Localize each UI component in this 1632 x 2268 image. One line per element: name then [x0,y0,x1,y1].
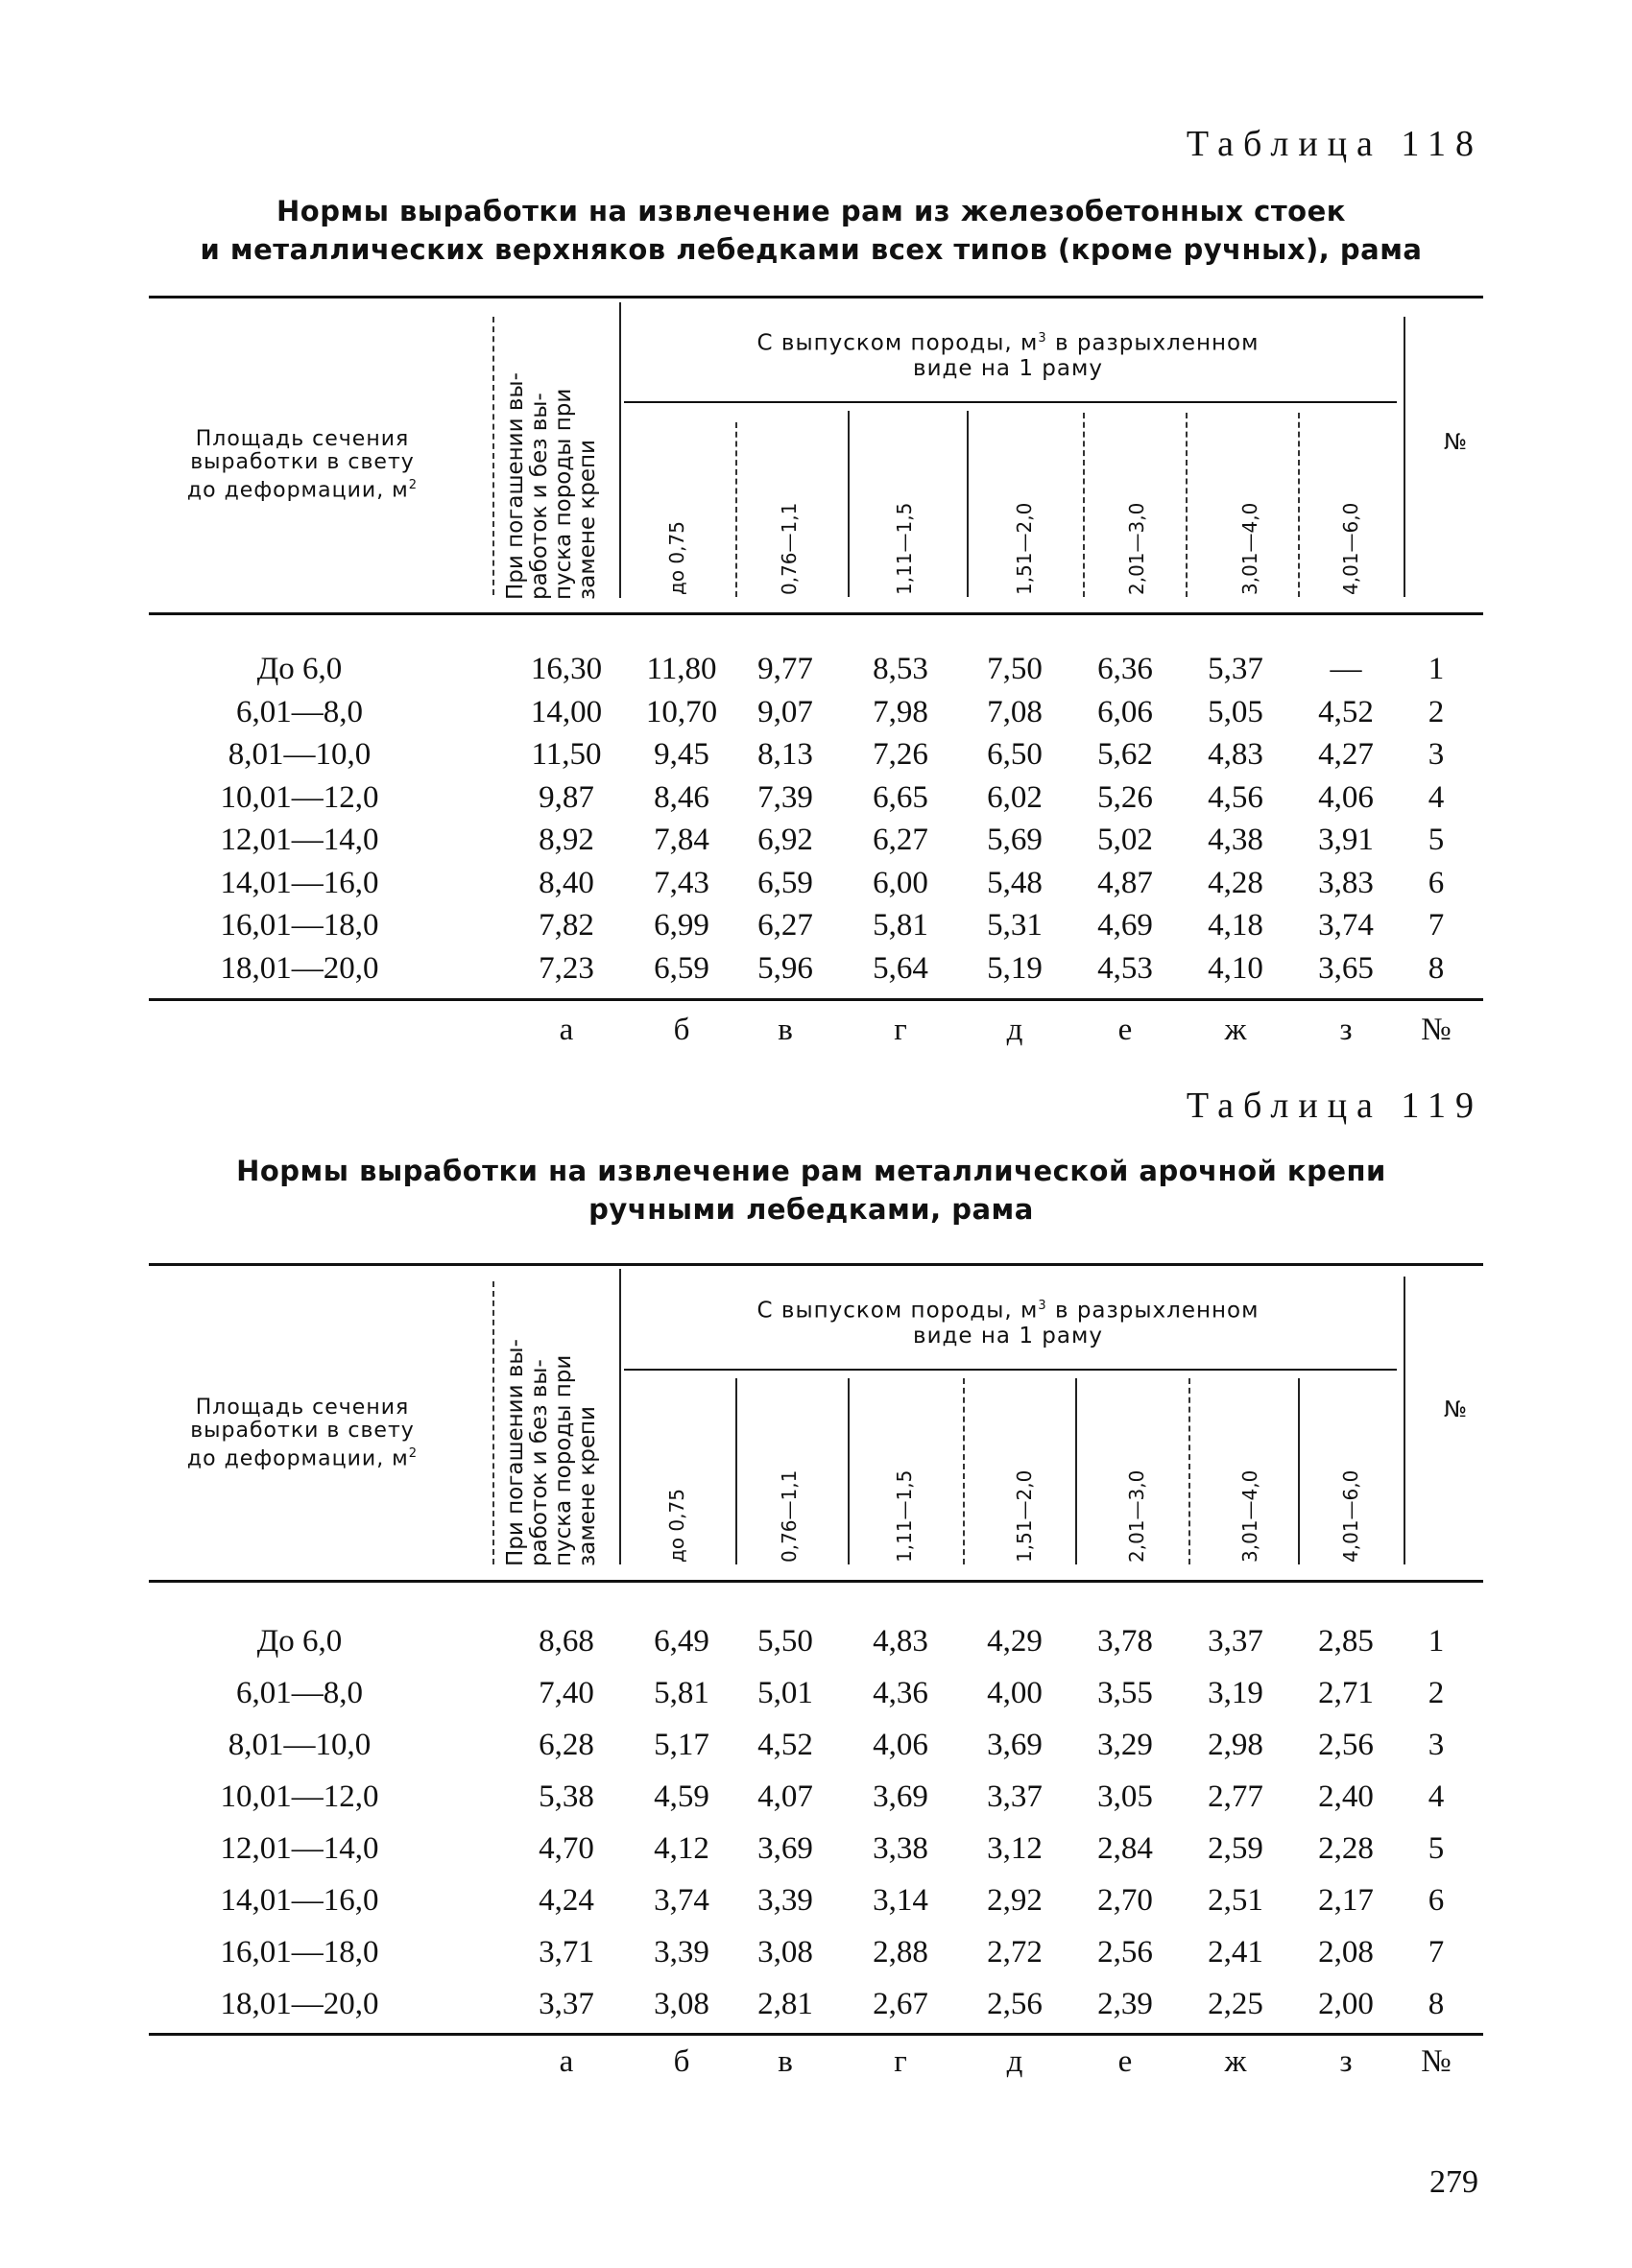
subheader-cell: 3,01—4,0 [1238,502,1261,595]
area-cell: 8,01—10,0 [228,1728,372,1762]
area-cell: 16,01—18,0 [220,1935,379,1970]
value-cell: 7,84 [654,823,709,857]
value-cell: 11,80 [646,652,717,686]
area-cell: 18,01—20,0 [220,950,379,986]
subheader-cell: 0,76—1,1 [778,502,801,595]
value-cell: 10,70 [645,694,718,729]
subheader-cell: 1,11—1,5 [893,502,916,595]
column-letter-cell: з [1339,2044,1353,2079]
table-top-rule [149,296,1483,298]
subheader-cell: 2,01—3,0 [1125,502,1148,595]
value-cell: 3,65 [1318,950,1374,986]
value-cell: 4,38 [1208,823,1263,857]
value-cell: 3,74 [1318,908,1374,943]
subheader-cell: до 0,75 [665,1489,688,1563]
value-cell: 4,52 [757,1728,813,1762]
subheader-cell: 2,01—3,0 [1125,1469,1148,1563]
value-cell: 4,69 [1097,908,1153,943]
value-cell: 6,65 [873,779,928,815]
value-cell: 4,83 [1208,737,1263,772]
value-cell: 4,06 [1318,779,1374,815]
value-cell: 2,70 [1097,1883,1153,1918]
value-cell: 2,81 [757,1987,813,2021]
value-cell: 2,17 [1318,1883,1374,1918]
column-letter-cell: е [1117,1013,1133,1047]
value-cell: 7,82 [539,908,594,943]
column-divider [1298,413,1300,597]
value-cell: 5,81 [654,1676,709,1710]
value-cell: 8,40 [539,865,594,900]
column-divider [1298,1378,1300,1564]
area-cell: До 6,0 [256,652,343,686]
value-cell: 6,36 [1097,652,1153,686]
column-letter-cell: ж [1224,2044,1247,2079]
row-number-cell: 8 [1428,950,1445,986]
value-cell: 8,92 [539,823,594,857]
value-cell: 4,70 [539,1831,594,1866]
subheader-cell: 0,76—1,1 [778,1469,801,1563]
span-header-rule [624,1369,1397,1371]
area-cell: 14,01—16,0 [220,1883,379,1918]
value-cell: 7,40 [539,1676,594,1710]
value-cell: 3,91 [1318,823,1374,857]
value-cell: 6,02 [987,779,1043,815]
area-cell: 8,01—10,0 [228,737,372,772]
value-cell: 2,56 [1318,1728,1374,1762]
value-cell: 4,53 [1097,950,1153,986]
value-cell: 3,74 [654,1883,709,1918]
value-cell: 5,62 [1097,737,1153,772]
value-cell: 4,83 [873,1624,928,1659]
column-letter-cell: б [673,1013,690,1047]
column-letter-cell: ж [1224,1013,1247,1047]
row-number-cell: 3 [1428,737,1445,772]
column-divider [619,1269,621,1564]
table-top-rule [149,1263,1483,1266]
value-cell: 4,10 [1208,950,1263,986]
column-divider [492,317,494,595]
column-letter-cell: г [894,2044,907,2079]
subheader-cell: 1,11—1,5 [893,1469,916,1563]
value-cell: 9,45 [654,737,709,772]
value-cell: 4,52 [1318,694,1374,729]
value-cell: 4,12 [654,1831,709,1866]
column-divider [848,411,850,597]
column-letter-cell: а [559,1013,574,1047]
row-number-cell: 4 [1428,1779,1445,1814]
value-cell: 2,51 [1208,1883,1263,1918]
area-column-header: Площадь сечения выработки в свету до деформации, $м^2$ [186,427,419,503]
value-cell: 2,28 [1318,1831,1374,1866]
column-letter-cell: д [1006,1013,1023,1047]
table-label: Таблица 119 [1186,1086,1483,1126]
column-divider [1083,413,1085,597]
row-number-cell: 3 [1428,1728,1445,1762]
column-divider [963,1378,965,1564]
column-divider [1186,413,1188,597]
value-cell: 3,38 [873,1831,928,1866]
value-cell: 14,00 [530,694,603,729]
value-cell: 3,78 [1097,1624,1153,1659]
value-cell: 4,29 [987,1624,1043,1659]
column-letter-cell: е [1117,2044,1133,2079]
value-cell: 5,38 [539,1779,594,1814]
value-cell: 7,43 [654,865,709,900]
value-cell: 2,39 [1097,1987,1153,2021]
value-cell: 3,14 [873,1883,928,1918]
value-cell: 2,77 [1208,1779,1263,1814]
table-caption: Нормы выработки на извлечение рам из железобетонных стоек и металлических верхняков лебедками всех типов (кроме ручных), рама [200,195,1423,266]
value-cell: 2,98 [1208,1728,1263,1762]
value-cell: 7,08 [987,694,1043,729]
row-number-cell: 2 [1428,1676,1445,1710]
column-letter-cell: д [1006,2044,1023,2079]
value-cell: 6,59 [654,950,709,986]
column-divider [735,422,737,597]
row-number-cell: 6 [1428,865,1445,900]
header-bottom-rule [149,612,1483,615]
value-cell: 3,37 [539,1987,594,2021]
column-divider [492,1281,494,1564]
value-cell: 3,39 [654,1935,709,1970]
value-cell: 6,99 [654,908,709,943]
value-cell: 2,72 [987,1935,1043,1970]
value-cell: 6,49 [654,1624,709,1659]
header-bottom-rule [149,1580,1483,1583]
value-cell: 8,13 [757,737,813,772]
row-number-cell: 8 [1428,1987,1445,2021]
value-cell: 4,27 [1318,737,1374,772]
area-column-header: Площадь сечения выработки в свету до деформации, $м^2$ [186,1396,419,1471]
value-cell: 4,18 [1208,908,1263,943]
value-cell: 2,84 [1097,1831,1153,1866]
value-cell: 2,67 [873,1987,928,2021]
value-cell: 7,26 [873,737,928,772]
area-cell: 16,01—18,0 [220,908,379,943]
column-letter-cell: а [559,2044,574,2079]
value-cell: 5,37 [1208,652,1263,686]
value-cell: 8,53 [873,652,928,686]
area-cell: 10,01—12,0 [220,779,379,815]
column-divider [967,411,969,597]
column-letter-cell: в [778,2044,793,2079]
value-cell: 3,83 [1318,865,1374,900]
value-cell: 5,96 [757,950,813,986]
value-cell: 11,50 [531,737,602,772]
row-number-cell: 1 [1428,652,1445,686]
column-divider [1404,317,1405,597]
value-cell: 6,59 [757,865,813,900]
area-cell: 14,01—16,0 [220,865,379,900]
first-value-column-header: При погашении вы- работок и без вы- пуска породы при замене крепи [503,1339,600,1566]
value-cell: 2,40 [1318,1779,1374,1814]
value-cell: 2,08 [1318,1935,1374,1970]
value-cell: 4,87 [1097,865,1153,900]
subheader-cell: 3,01—4,0 [1238,1469,1261,1563]
value-cell: 3,69 [987,1728,1043,1762]
value-cell: 6,06 [1097,694,1153,729]
value-cell: 6,92 [757,823,813,857]
value-cell: 3,08 [757,1935,813,1970]
value-cell: 7,98 [873,694,928,729]
value-cell: 2,71 [1318,1676,1374,1710]
value-cell: 2,88 [873,1935,928,1970]
value-cell: 4,24 [539,1883,594,1918]
value-cell: 2,56 [1097,1935,1153,1970]
value-cell: 5,48 [987,865,1043,900]
column-letter-cell: г [894,1013,907,1047]
value-cell: 5,81 [873,908,928,943]
value-cell: 5,02 [1097,823,1153,857]
value-cell: 4,56 [1208,779,1263,815]
table-caption: Нормы выработки на извлечение рам металлической арочной крепи ручными лебедками, рама [236,1155,1386,1226]
table-bottom-rule [149,2033,1483,2036]
subheader-cell: 4,01—6,0 [1339,502,1362,595]
column-letter-cell: з [1339,1013,1353,1047]
row-number-cell: 5 [1428,823,1445,857]
value-cell: 6,27 [873,823,928,857]
value-cell: 4,00 [987,1676,1043,1710]
value-cell: 2,92 [987,1883,1043,1918]
value-cell: 3,69 [757,1831,813,1866]
value-cell: 9,87 [539,779,594,815]
value-cell: 6,50 [987,737,1043,772]
first-value-column-header: При погашении вы- работок и без вы- пуска породы при замене крепи [503,372,600,600]
table-label: Таблица 118 [1186,124,1483,164]
value-cell: 16,30 [530,652,603,686]
column-letter-cell: б [673,2044,690,2079]
value-cell: 3,69 [873,1779,928,1814]
column-divider [848,1378,850,1564]
column-letter-cell: № [1421,1013,1452,1047]
value-cell: 5,69 [987,823,1043,857]
value-cell: 8,46 [654,779,709,815]
value-cell: 4,28 [1208,865,1263,900]
area-cell: 12,01—14,0 [220,823,379,857]
value-cell: 6,28 [539,1728,594,1762]
value-cell: 5,05 [1208,694,1263,729]
subheader-cell: до 0,75 [665,521,688,595]
value-cell: 6,27 [757,908,813,943]
span-header: С выпуском породы, $м^3$ в разрыхленном виде на 1 раму [756,1298,1260,1349]
value-cell: 3,08 [654,1987,709,2021]
value-cell: 7,50 [987,652,1043,686]
value-cell: 3,39 [757,1883,813,1918]
row-number-cell: 2 [1428,694,1445,729]
value-cell: 6,00 [873,865,928,900]
value-cell: 2,00 [1318,1987,1374,2021]
value-cell: 2,41 [1208,1935,1263,1970]
subheader-cell: 1,51—2,0 [1013,1469,1036,1563]
span-header-rule [624,401,1397,403]
value-cell: 4,07 [757,1779,813,1814]
value-cell: 3,12 [987,1831,1043,1866]
value-cell: 2,56 [987,1987,1043,2021]
value-cell: 3,29 [1097,1728,1153,1762]
value-cell: 4,36 [873,1676,928,1710]
row-number-header: № [1444,1397,1467,1422]
value-cell: 4,06 [873,1728,928,1762]
area-cell: 6,01—8,0 [236,694,363,729]
area-cell: 10,01—12,0 [220,1779,379,1814]
column-divider [735,1378,737,1564]
area-cell: 6,01—8,0 [236,1676,363,1710]
value-cell: 5,19 [987,950,1043,986]
value-cell: 2,85 [1318,1624,1374,1659]
row-number-cell: 4 [1428,779,1445,815]
value-cell: 3,37 [987,1779,1043,1814]
area-cell: До 6,0 [256,1624,343,1659]
row-number-cell: 7 [1428,908,1445,943]
value-cell: 7,39 [757,779,813,815]
row-number-cell: 7 [1428,1935,1445,1970]
value-cell: 5,31 [987,908,1043,943]
value-cell: 3,05 [1097,1779,1153,1814]
value-cell: 3,55 [1097,1676,1153,1710]
value-cell: 3,71 [539,1935,594,1970]
row-number-cell: 6 [1428,1883,1445,1918]
value-cell: 7,23 [539,950,594,986]
value-cell: 3,37 [1208,1624,1263,1659]
area-cell: 18,01—20,0 [220,1987,379,2021]
value-cell: 9,07 [757,694,813,729]
value-cell: 3,19 [1208,1676,1263,1710]
value-cell: 5,50 [757,1624,813,1659]
row-number-cell: 5 [1428,1831,1445,1866]
page-number: 279 [1429,2164,1478,2200]
area-cell: 12,01—14,0 [220,1831,379,1866]
subheader-cell: 4,01—6,0 [1339,1469,1362,1563]
column-divider [619,302,621,598]
value-cell: 5,01 [757,1676,813,1710]
value-cell: 5,64 [873,950,928,986]
value-cell: 4,59 [654,1779,709,1814]
row-number-header: № [1444,430,1467,455]
table-bottom-rule [149,998,1483,1001]
value-cell: 5,26 [1097,779,1153,815]
column-letter-cell: в [778,1013,793,1047]
span-header: С выпуском породы, $м^3$ в разрыхленном виде на 1 раму [756,330,1260,381]
column-letter-cell: № [1421,2044,1452,2079]
value-cell: 5,17 [654,1728,709,1762]
value-cell: 8,68 [539,1624,594,1659]
value-cell: — [1330,652,1362,686]
value-cell: 9,77 [757,652,813,686]
subheader-cell: 1,51—2,0 [1013,502,1036,595]
column-divider [1188,1378,1190,1564]
value-cell: 2,59 [1208,1831,1263,1866]
row-number-cell: 1 [1428,1624,1445,1659]
column-divider [1404,1277,1405,1564]
column-divider [1075,1378,1077,1564]
value-cell: 2,25 [1208,1987,1263,2021]
